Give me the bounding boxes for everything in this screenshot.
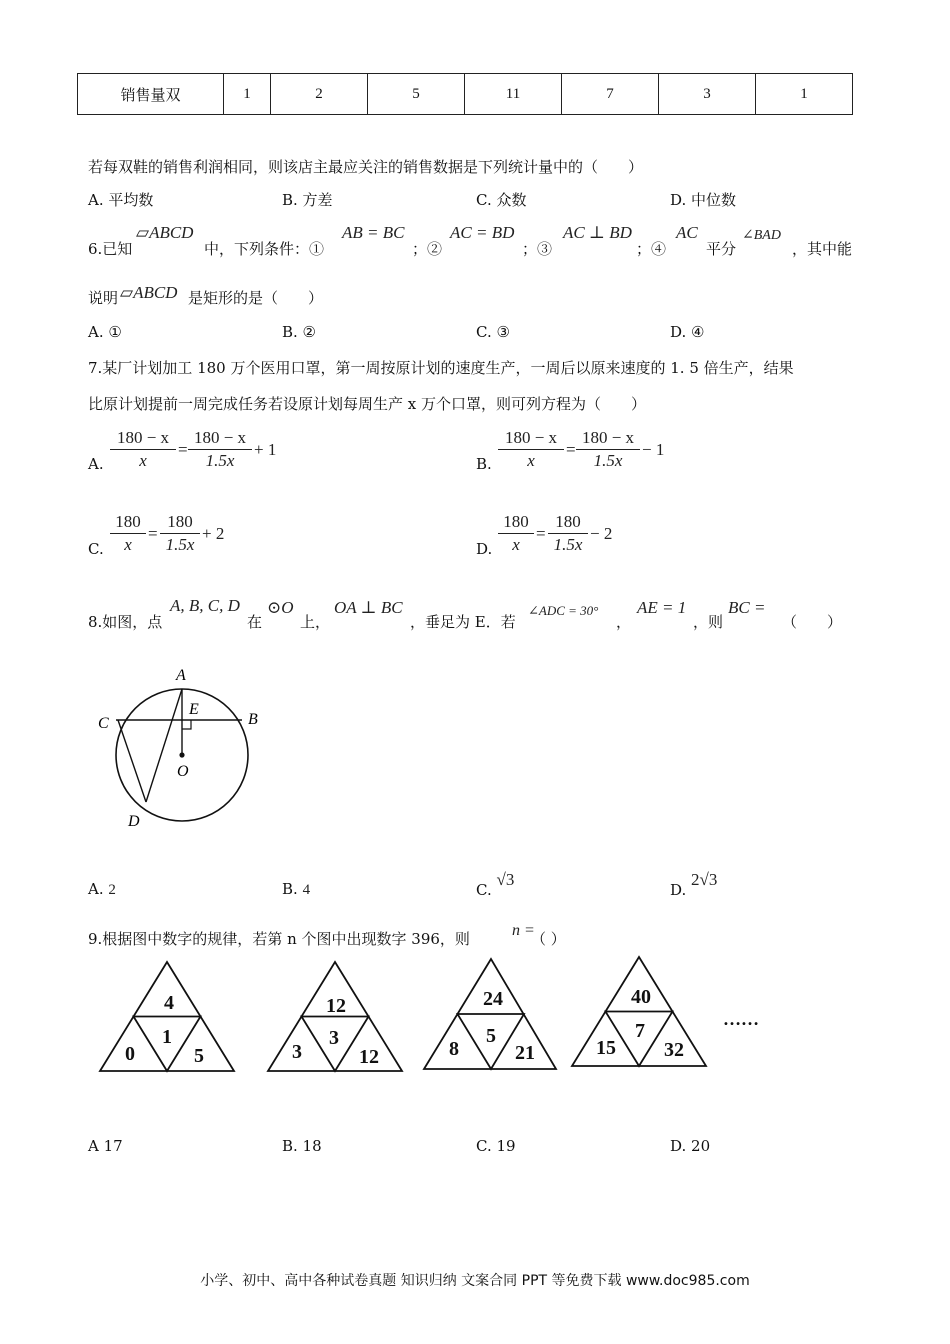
q6-tail: ，其中能 <box>792 240 853 258</box>
q7-d-equals: = <box>536 524 546 543</box>
q8-circle: ⊙O <box>267 598 294 617</box>
q7-b-tail: − 1 <box>642 440 665 459</box>
right-angle-mark <box>182 720 191 729</box>
q9-n-equals: n = <box>512 922 535 939</box>
q8-paren: （ ） <box>782 613 843 631</box>
q6-condition-1: AB = BC <box>342 223 405 242</box>
q6-line2-post: 是矩形的是（ ） <box>188 289 324 307</box>
q9-option-d: D. 20 <box>670 1137 711 1155</box>
q8-on: 上， <box>300 613 331 631</box>
table-row <box>78 74 853 115</box>
q7-d-fraction-2 <box>548 512 588 555</box>
q7-b-fraction-1 <box>498 428 564 471</box>
q7-line2: 比原计划提前一周完成任务若设原计划每周生产 x 万个口罩，则可列方程为（ ） <box>88 395 646 413</box>
triangle-figure-4 <box>572 957 706 1066</box>
q8-option-a <box>88 880 116 899</box>
q8-comma: ， <box>616 613 632 631</box>
triangle-left-number: 3 <box>292 1041 302 1063</box>
q9-triangle-figures <box>95 955 795 1080</box>
q7-a-equals: = <box>178 440 188 459</box>
q5-option-d: D. 中位数 <box>670 191 737 209</box>
q7-c-tail: + 2 <box>202 524 225 543</box>
q7-d-tail: − 2 <box>590 524 613 543</box>
triangle-center-number: 3 <box>329 1027 339 1049</box>
option-label: C. <box>476 881 492 899</box>
denominator: x <box>512 535 520 554</box>
triangle-top-number: 24 <box>483 988 503 1010</box>
numerator: 180 − x <box>581 428 635 447</box>
q7-option-b-label: B. <box>476 455 492 473</box>
q5-stem: 若每双鞋的销售利润相同，则该店主最应关注的销售数据是下列统计量中的（ ） <box>88 158 644 176</box>
q6-line2-parallelogram: ▱ABCD <box>120 283 178 302</box>
q6-option-c: C. ③ <box>476 323 510 341</box>
triangle-center-number: 1 <box>162 1026 172 1048</box>
q8-prefix: 8.如图，点 <box>88 613 163 631</box>
triangle-figure-2 <box>268 962 402 1071</box>
q6-bisects: 平分 <box>706 240 737 258</box>
q6-sep-2: ；② <box>412 240 443 258</box>
q7-d-fraction-1 <box>498 512 534 555</box>
q6-condition-2: AC = BD <box>450 223 515 242</box>
q5-option-c: C. 众数 <box>476 191 527 209</box>
triangle-left-number: 15 <box>596 1037 616 1059</box>
triangle-right-number: 5 <box>194 1045 204 1067</box>
table-cell: 7 <box>562 74 659 115</box>
triangle-right-number: 21 <box>515 1042 535 1064</box>
q9-option-b: B. 18 <box>282 1137 322 1155</box>
q7-c-fraction-1 <box>110 512 146 555</box>
q8-option-b <box>282 880 310 899</box>
q7-a-tail: + 1 <box>254 440 277 459</box>
denominator: 1.5x <box>165 535 195 554</box>
ellipsis: …… <box>723 1009 759 1029</box>
label-c: C <box>98 715 109 732</box>
triangle-top-number: 12 <box>326 995 346 1017</box>
option-label: A. <box>88 880 104 898</box>
q8-angle: ∠ADC = 30° <box>528 603 599 618</box>
q6-prefix: 6.已知 <box>88 240 133 258</box>
table-cell: 3 <box>659 74 756 115</box>
table-cell: 1 <box>224 74 271 115</box>
denominator: x <box>124 535 132 554</box>
triangle-left-number: 8 <box>449 1038 459 1060</box>
option-value: 2 <box>108 882 116 898</box>
option-value: 2√3 <box>691 870 718 889</box>
q6-option-d: D. ④ <box>670 323 705 341</box>
numerator: 180 <box>115 512 141 531</box>
q6-line2-prefix: 说明 <box>88 289 119 307</box>
q6-sep-3: ；③ <box>522 240 553 258</box>
triangle-left-number: 0 <box>125 1043 135 1065</box>
option-label: B. <box>282 880 298 898</box>
q7-a-fraction-1 <box>110 428 176 471</box>
numerator: 180 <box>167 512 193 531</box>
table-cell: 2 <box>271 74 368 115</box>
q7-b-equals: = <box>566 440 576 459</box>
numerator: 180 <box>503 512 529 531</box>
q6-option-a: A. ① <box>88 323 122 341</box>
q8-perpendicular: OA ⊥ BC <box>334 598 403 617</box>
option-label: D. <box>670 881 687 899</box>
denominator: x <box>527 451 535 470</box>
q7-c-equals: = <box>148 524 158 543</box>
table-cell: 11 <box>465 74 562 115</box>
q8-option-d <box>670 870 718 900</box>
triangle-top-number: 4 <box>164 992 174 1014</box>
center-point <box>179 752 184 757</box>
q6-condition-4b: ∠BAD <box>742 228 781 243</box>
q8-in: 在 <box>247 613 263 631</box>
denominator: 1.5x <box>205 451 235 470</box>
label-b: B <box>248 711 258 728</box>
table-cell: 5 <box>368 74 465 115</box>
triangle-center-number: 7 <box>635 1020 645 1042</box>
q9-option-c: C. 19 <box>476 1137 516 1155</box>
page-footer: 小学、初中、高中各种试卷真题 知识归纳 文案合同 PPT 等免费下载 www.doc985.com <box>200 1273 750 1289</box>
q8-bc: BC = <box>728 598 766 617</box>
triangle-right-number: 12 <box>359 1046 379 1068</box>
q7-option-a-label: A. <box>88 455 104 473</box>
q5-option-b: B. 方差 <box>282 191 333 209</box>
numerator: 180 − x <box>504 428 558 447</box>
q5-option-a: A. 平均数 <box>88 191 154 209</box>
option-value: √3 <box>496 870 515 889</box>
triangle-right-number: 32 <box>664 1039 684 1061</box>
q6-option-b: B. ② <box>282 323 317 341</box>
q7-line1: 7.某厂计划加工 180 万个医用口罩，第一周按原计划的速度生产，一周后以原来速度的 1. 5 倍生产，结果 <box>88 359 794 377</box>
triangle-top-number: 40 <box>631 986 651 1008</box>
q7-b-fraction-2 <box>576 428 640 471</box>
q9-option-a: A 17 <box>88 1137 123 1155</box>
q6-condition-4a: AC <box>676 223 698 242</box>
q7-option-c-label: C. <box>88 540 104 558</box>
denominator: 1.5x <box>593 451 623 470</box>
triangle-figure-3 <box>424 959 556 1069</box>
numerator: 180 − x <box>116 428 170 447</box>
q8-ae: AE = 1 <box>637 598 687 617</box>
denominator: 1.5x <box>553 535 583 554</box>
triangle-center-number: 5 <box>486 1025 496 1047</box>
q8-foot: ，垂足为 E．若 <box>410 613 516 631</box>
table-row-header: 销售量双 <box>78 74 224 115</box>
numerator: 180 − x <box>193 428 247 447</box>
label-e: E <box>189 701 199 718</box>
q6-condition-3: AC ⊥ BD <box>563 223 632 242</box>
denominator: x <box>139 451 147 470</box>
q8-then: ，则 <box>693 613 724 631</box>
numerator: 180 <box>555 512 581 531</box>
q8-option-c <box>476 870 515 900</box>
q6-sep-4: ；④ <box>636 240 667 258</box>
q6-mid: 中，下列条件：① <box>204 240 325 258</box>
q9-paren: （ ） <box>531 930 566 948</box>
label-a: A <box>176 667 186 684</box>
table-cell: 1 <box>756 74 853 115</box>
q7-a-fraction-2 <box>188 428 252 471</box>
sales-table <box>77 73 853 115</box>
label-d: D <box>128 813 140 830</box>
q7-c-fraction-2 <box>160 512 200 555</box>
q7-option-d-label: D. <box>476 540 493 558</box>
q9-stem: 9.根据图中数字的规律，若第 n 个图中出现数字 396，则 <box>88 930 470 948</box>
q8-points: A, B, C, D <box>170 596 240 615</box>
label-o: O <box>177 763 189 780</box>
q8-circle-figure <box>90 660 290 835</box>
q6-parallelogram: ▱ABCD <box>136 223 194 242</box>
triangle-figure-1 <box>100 962 234 1071</box>
option-value: 4 <box>302 882 311 898</box>
